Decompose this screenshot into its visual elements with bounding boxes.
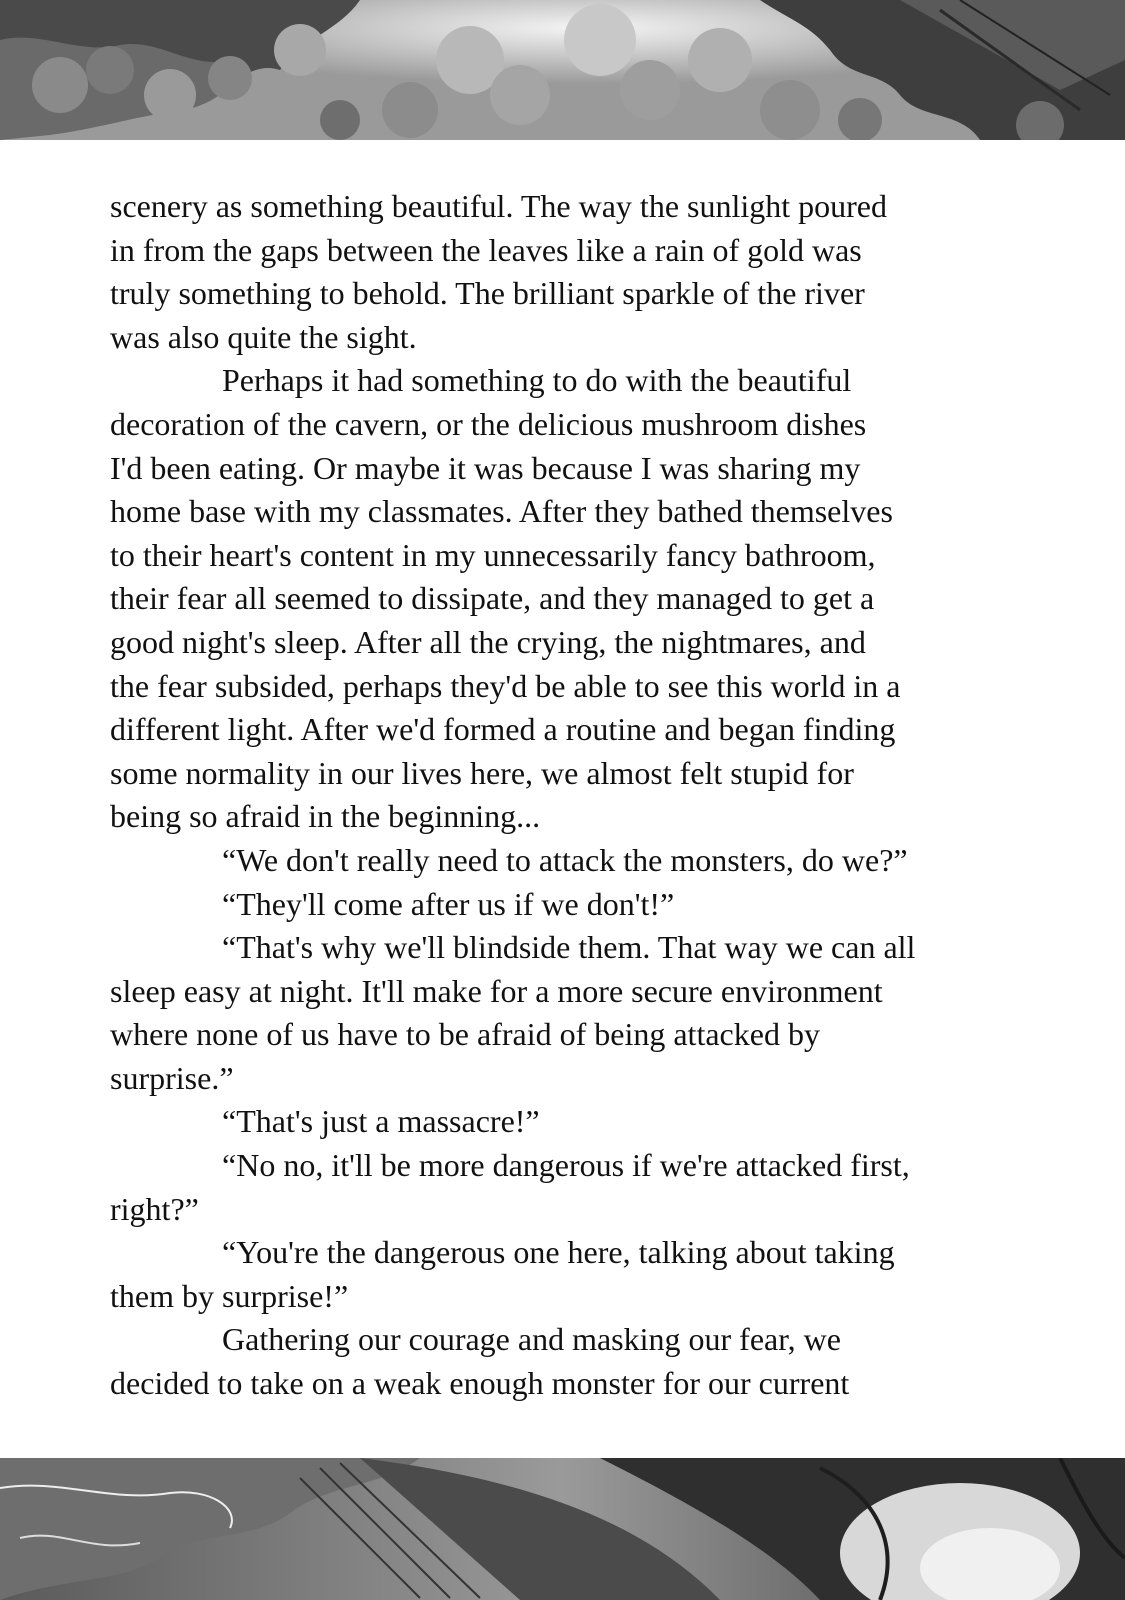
dialogue-line: “That's why we'll blindside them. That way we can all — [222, 929, 916, 966]
bottom-illustration-svg — [0, 1458, 1125, 1600]
dialogue-line: “They'll come after us if we don't!” — [222, 885, 675, 922]
text-line: where none of us have to be afraid of being attacked by — [110, 1016, 820, 1053]
text-line: their fear all seemed to dissipate, and they managed to get a — [110, 580, 875, 617]
text-line: some normality in our lives here, we almost felt stupid for — [110, 754, 854, 791]
dialogue-line: “No no, it'll be more dangerous if we're attacked first, — [222, 1147, 910, 1184]
dialogue-line: “That's just a massacre!” — [222, 1103, 540, 1140]
text-line: to their heart's content in my unnecessarily fancy bathroom, — [110, 536, 876, 573]
text-line: home base with my classmates. After they bathed themselves — [110, 493, 893, 530]
text-line: I'd been eating. Or maybe it was because I was sharing my — [110, 449, 861, 486]
text-line: was also quite the sight. — [110, 318, 417, 355]
text-line: Perhaps it had something to do with the beautiful — [222, 362, 852, 399]
text-line: Gathering our courage and masking our fear, we — [222, 1321, 841, 1358]
text-line: in from the gaps between the leaves like a rain of gold was — [110, 231, 862, 268]
dialogue-line: “You're the dangerous one here, talking about taking — [222, 1234, 895, 1271]
text-line: truly something to behold. The brilliant sparkle of the river — [110, 275, 865, 312]
text-line: the fear subsided, perhaps they'd be able to see this world in a — [110, 667, 901, 704]
page-text — [110, 185, 1035, 1406]
text-line: scenery as something beautiful. The way the sunlight poured — [110, 188, 887, 224]
top-forest-illustration — [0, 0, 1125, 140]
text-line: surprise.” — [110, 1059, 234, 1096]
text-line: sleep easy at night. It'll make for a more secure environment — [110, 972, 883, 1009]
text-line: being so afraid in the beginning... — [110, 798, 541, 835]
text-line: different light. After we'd formed a routine and began finding — [110, 711, 896, 748]
text-line: them by surprise!” — [110, 1277, 349, 1314]
bottom-forest-illustration — [0, 1458, 1125, 1600]
text-line: decided to take on a weak enough monster for our current — [110, 1365, 850, 1402]
dialogue-line: “We don't really need to attack the monsters, do we?” — [222, 841, 908, 878]
text-line: good night's sleep. After all the crying, the nightmares, and — [110, 623, 866, 660]
text-line: decoration of the cavern, or the delicious mushroom dishes — [110, 405, 867, 442]
top-illustration-svg — [0, 0, 1125, 140]
text-line: right?” — [110, 1190, 199, 1227]
